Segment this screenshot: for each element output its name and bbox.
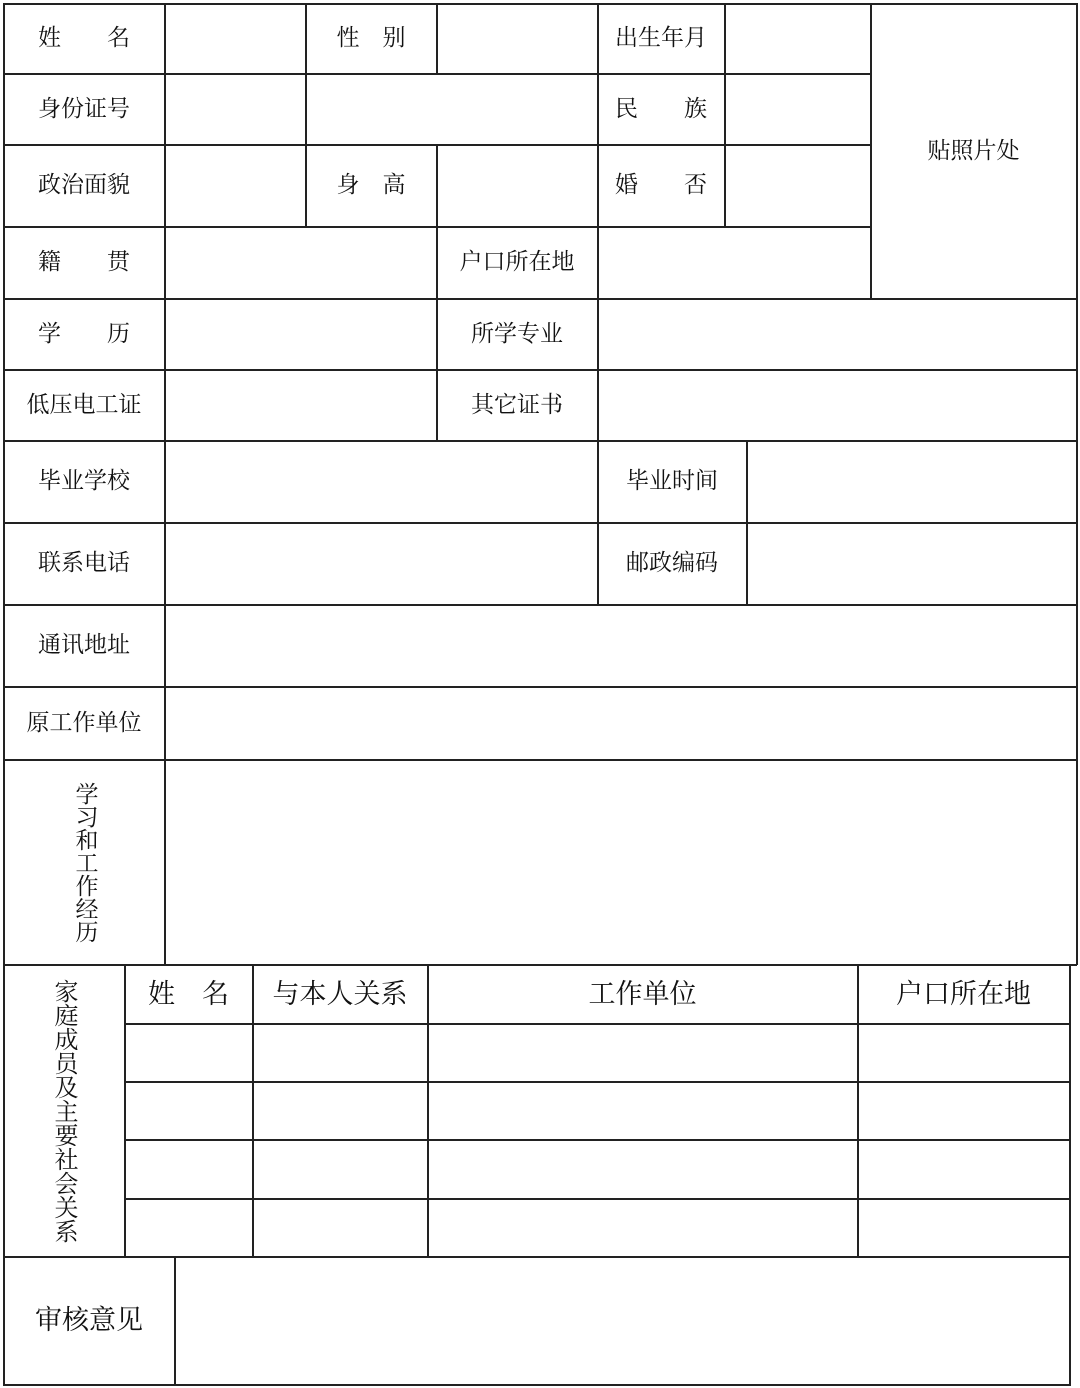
family-row-3-hukou[interactable]: [859, 1141, 1068, 1197]
family-row-4-name[interactable]: [126, 1200, 251, 1255]
history-label-cell: [4, 760, 164, 964]
family-header-hukou: 户口所在地: [896, 978, 1031, 1010]
gender-label: 性 别: [336, 25, 406, 51]
id-number-field[interactable]: [166, 75, 596, 143]
family-header-name: 姓 名: [148, 978, 229, 1010]
marital-label: 婚 否: [615, 172, 707, 198]
politics-label: 政治面貌: [38, 172, 130, 198]
family-row-2-relation[interactable]: [254, 1083, 426, 1138]
other-cert-label: 其它证书: [471, 391, 563, 418]
rule: [1069, 964, 1071, 1385]
family-row-2-employer[interactable]: [429, 1083, 856, 1138]
ethnicity-label: 民 族: [615, 95, 707, 122]
marital-field[interactable]: [726, 146, 869, 225]
phone-label: 联系电话: [38, 550, 130, 576]
rule: [3, 1384, 1071, 1386]
rule: [1076, 3, 1078, 965]
family-row-2-hukou[interactable]: [859, 1083, 1068, 1138]
review-field[interactable]: [176, 1258, 1068, 1383]
history-label: 学习和工作经历: [71, 781, 98, 943]
family-row-4-hukou[interactable]: [859, 1200, 1068, 1255]
education-label: 学 历: [38, 320, 130, 347]
postcode-field[interactable]: [748, 524, 1075, 603]
family-row-1-hukou[interactable]: [859, 1025, 1068, 1080]
family-section-label: 家庭成员及主要社会关系: [50, 978, 78, 1243]
review-label: 审核意见: [35, 1305, 143, 1336]
birth-field[interactable]: [726, 5, 869, 72]
phone-field[interactable]: [166, 524, 596, 603]
family-row-1-name[interactable]: [126, 1025, 251, 1080]
school-field[interactable]: [166, 442, 596, 521]
name-field[interactable]: [166, 5, 304, 72]
native-place-label: 籍 贯: [38, 249, 130, 275]
history-field[interactable]: [166, 761, 1075, 963]
prev-employer-label: 原工作单位: [26, 709, 142, 736]
grad-time-label: 毕业时间: [626, 468, 718, 494]
education-field[interactable]: [166, 300, 435, 368]
name-label: 姓 名: [38, 25, 130, 51]
politics-field[interactable]: [166, 146, 304, 225]
family-row-4-employer[interactable]: [429, 1200, 856, 1255]
family-header-relation: 与本人关系: [272, 978, 408, 1010]
postcode-label: 邮政编码: [626, 550, 718, 576]
electrician-cert-label: 低压电工证: [26, 391, 142, 418]
family-row-2-name[interactable]: [126, 1083, 251, 1138]
grad-time-field[interactable]: [748, 442, 1075, 521]
major-field[interactable]: [599, 300, 1075, 368]
height-field[interactable]: [438, 146, 596, 225]
school-label: 毕业学校: [38, 468, 130, 494]
electrician-cert-field[interactable]: [166, 371, 435, 439]
id-number-label: 身份证号: [38, 95, 130, 122]
hukou-label: 户口所在地: [459, 249, 575, 275]
ethnicity-field[interactable]: [726, 75, 869, 143]
hukou-field[interactable]: [599, 228, 869, 297]
native-place-field[interactable]: [166, 228, 435, 297]
family-header-employer: 工作单位: [588, 978, 697, 1010]
photo-placeholder[interactable]: 贴照片处: [927, 137, 1020, 164]
family-row-4-relation[interactable]: [254, 1200, 426, 1255]
height-label: 身 高: [336, 172, 406, 198]
birth-label: 出生年月: [615, 25, 707, 51]
family-row-1-employer[interactable]: [429, 1025, 856, 1080]
family-row-3-name[interactable]: [126, 1141, 251, 1197]
address-label: 通讯地址: [38, 632, 130, 658]
prev-employer-field[interactable]: [166, 688, 1075, 758]
family-row-3-relation[interactable]: [254, 1141, 426, 1197]
address-field[interactable]: [166, 606, 1075, 685]
family-row-3-employer[interactable]: [429, 1141, 856, 1197]
family-section-label-cell: [4, 965, 124, 1256]
family-row-1-relation[interactable]: [254, 1025, 426, 1080]
other-cert-field[interactable]: [599, 371, 1075, 439]
major-label: 所学专业: [471, 320, 563, 347]
gender-field[interactable]: [438, 5, 596, 72]
